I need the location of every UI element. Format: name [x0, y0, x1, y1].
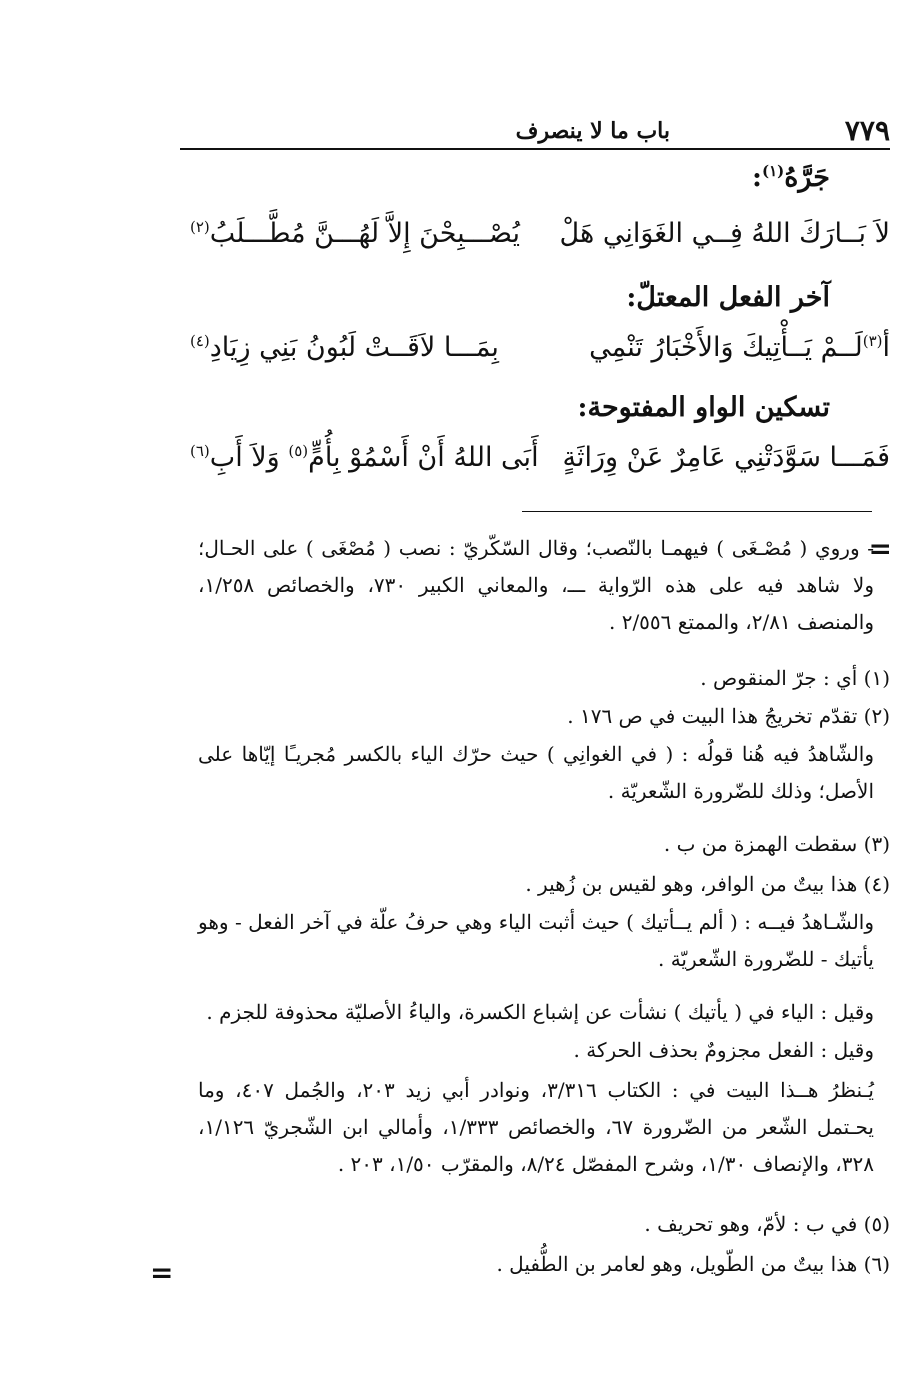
footnote-continued: - وروي ( مُصْـغَى ) فيهمـا بالنّصب؛ وقال السّكّريّ : نصب ( مُصْغَى ) على الحـال؛ ولا شاهد فيه على هذه الرّواية ـــ، والمعاني الكبير ٧٣٠، والخصائص ١/٢٥٨، والمنصف ٢/٨١، والممتع ٢/٥٥٦ . — [198, 536, 874, 634]
running-title: باب ما لا ينصرف — [515, 118, 670, 144]
footnote-1: (١) أي : جرّ المنقوص . — [700, 666, 890, 690]
verse-1-first-hemistich: لاَ بَــارَكَ اللهُ فِــي الغَوَانِي هَلْ — [559, 218, 890, 249]
verse-1-second-hemistich: يُصْـــبِحْنَ إِلاَّ لَهُـــنَّ مُطَّـــلَبُ$^{(٢)}$ — [190, 218, 520, 249]
footnote-4: (٤) هذا بيتٌ من الوافر، وهو لقيس بن زُهير . — [525, 872, 890, 896]
footnote-3: (٣) سقطت الهمزة من ب . — [663, 832, 890, 856]
continuation-mark-end: = — [150, 1256, 174, 1289]
footnote-5: (٥) في ب : لأمّ، وهو تحريف . — [644, 1212, 890, 1236]
footnote-4-opinion-2: وقيل : الفعل مجزومٌ بحذف الحركة . — [573, 1038, 874, 1062]
page-header — [180, 112, 890, 150]
continuation-mark: = — [868, 532, 892, 565]
verse-3-first-hemistich: فَمَـــا سَوَّدَتْنِي عَامِرٌ عَنْ وِرَاثَةٍ — [562, 442, 890, 473]
section-title-jarr: جَرَّهُ$^{(١)}$: — [752, 162, 830, 193]
footnote-4-opinion-1: وقيل : الياء في ( يأتيك ) نشأت عن إشباع الكسرة، والياءُ الأصليّة محذوفة للجزم . — [206, 1000, 874, 1024]
footnote-4-sources: يُـنظرُ هــذا البيت في : الكتاب ٣/٣١٦، ونوادر أبي زيد ٢٠٣، والجُمل ٤٠٧، وما يحـتمل الشّعر من الضّرورة ٦٧، والخصائص ١/٣٣٣، وأمالي ابن الشّجريّ ١/١٢٦، ٣٢٨، والإنصاف ١/٣٠، وشرح المفصّل ٨/٢٤، والمقرّب ١/٥٠، ٢٠٣ . — [198, 1078, 874, 1176]
section-title-weak-verb: آخر الفعل المعتلّ: — [626, 282, 830, 313]
verse-2-first-hemistich: أ$^{(٣)}$لَــمْ يَــأْتِيكَ وَالأَخْبَارُ تَنْمِي — [589, 332, 890, 363]
verse-1 — [180, 218, 890, 266]
verse-3-second-hemistich: أَبَى اللهُ أَنْ أَسْمُوْ بِأُمٍّ$^{(٥)}$ وَلاَ أَبِ$^{(٦)}$ — [190, 442, 539, 473]
verse-2-second-hemistich: بِمَـــا لاَقَــتْ لَبُونُ بَنِي زِيَادِ$^{(٤)}$ — [190, 332, 499, 363]
section-title-waw: تسكين الواو المفتوحة: — [577, 392, 830, 423]
verse-3 — [180, 442, 890, 490]
footnote-6: (٦) هذا بيتٌ من الطّويل، وهو لعامر بن الطُّفيل . — [496, 1252, 890, 1276]
footnote-separator — [522, 511, 872, 512]
footnote-2: (٢) تقدّم تخريجُ هذا البيت في ص ١٧٦ . — [567, 704, 890, 728]
page-number: ٧٧٩ — [844, 114, 890, 147]
footnote-4-witness: والشّـاهدُ فيــه : ( ألم يــأتيك ) حيث أثبت الياء وهي حرفُ علّة في آخر الفعل - وهو يأتيك - للضّرورة الشّعريّة . — [198, 910, 874, 971]
footnote-2-note: والشّاهدُ فيه هُنا قولُه : ( في الغوانِي ) حيث حرّك الياء بالكسر مُجريـًا إيّاها على الأصل؛ وذلك للضّرورة الشّعريّة . — [198, 742, 875, 803]
verse-2 — [180, 332, 890, 380]
